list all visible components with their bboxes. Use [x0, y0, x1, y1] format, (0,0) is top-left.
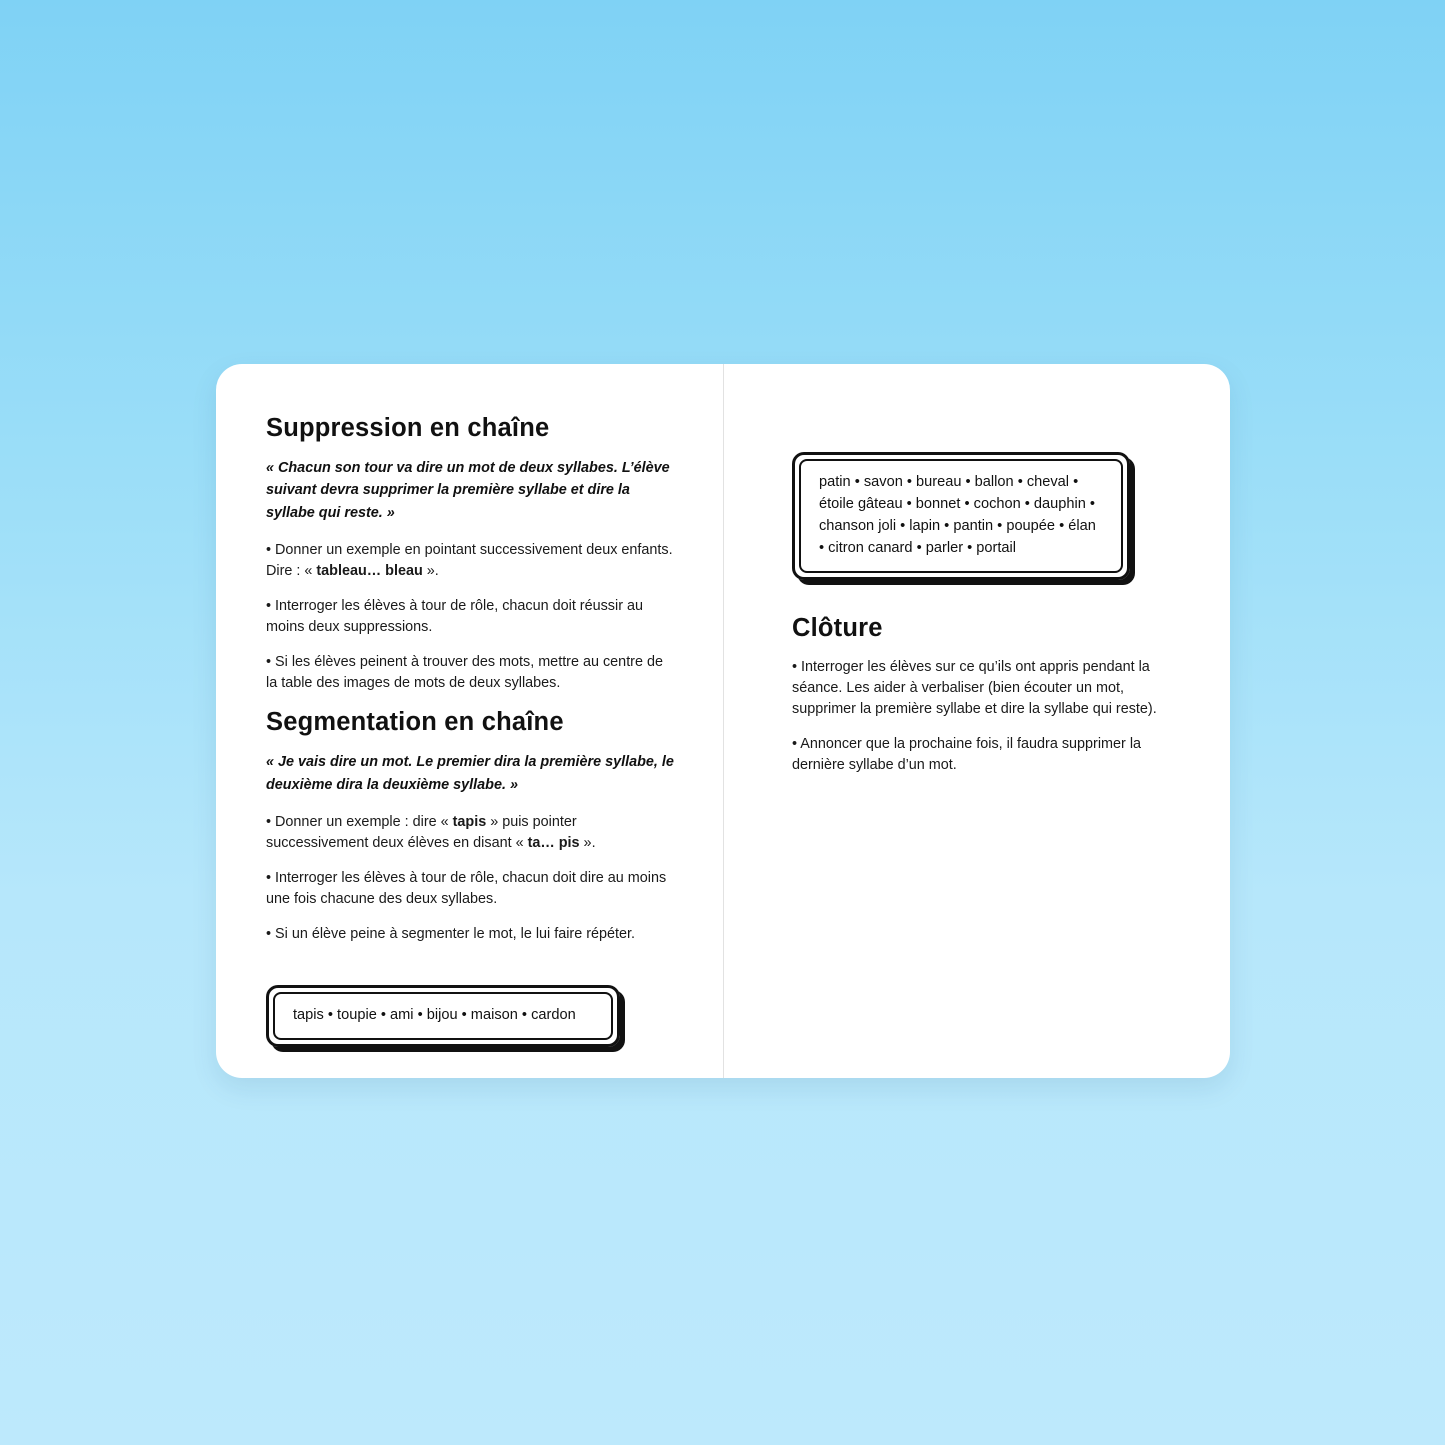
list-item: • Donner un exemple : dire « tapis » puis pointer successivement deux élèves en disant « ta… pis ». [266, 813, 596, 851]
book-spread [216, 364, 1230, 1078]
section-quote: « Je vais dire un mot. Le premier dira la première syllabe, le deuxième dira la deuxième syllabe. » [266, 754, 674, 793]
word-list-text: patin • savon • bureau • ballon • cheval • étoile gâteau • bonnet • cochon • dauphin • chanson joli • lapin • pantin • poupée • élan • citron canard • parler • portail [799, 459, 1123, 573]
page-left [216, 364, 723, 1078]
page-title: Suppression en chaîne [266, 414, 550, 442]
section-heading-cloture: Clôture [792, 613, 883, 642]
section-heading-segmentation: Segmentation en chaîne [266, 708, 564, 737]
word-list-box [792, 452, 1130, 580]
word-list-text: tapis • toupie • ami • bijou • maison • cardon [273, 992, 613, 1040]
list-item: • Annoncer que la prochaine fois, il faudra supprimer la dernière syllabe d’un mot. [792, 735, 1142, 773]
list-item: • Interroger les élèves à tour de rôle, chacun doit réussir au moins deux suppressions. [266, 598, 643, 636]
list-item: • Si un élève peine à segmenter le mot, le lui faire répéter. [266, 925, 636, 942]
list-item: • Si les élèves peinent à trouver des mots, mettre au centre de la table des images de mots de deux syllabes. [266, 654, 663, 692]
word-list-box [266, 985, 620, 1047]
list-item: • Interroger les élèves sur ce qu’ils ont appris pendant la séance. Les aider à verbaliser (bien écouter un mot, supprimer la première syllabe et dire la syllabe qui reste). [792, 658, 1157, 717]
list-item: • Interroger les élèves à tour de rôle, chacun doit dire au moins une fois chacune des deux syllabes. [266, 869, 667, 907]
list-item: • Donner un exemple en pointant successivement deux enfants. Dire : « tableau… bleau ». [266, 541, 673, 580]
page-right [723, 364, 1230, 1078]
section-quote: « Chacun son tour va dire un mot de deux syllabes. L’élève suivant devra supprimer la première syllabe et dire la syllabe qui reste. » [266, 460, 670, 521]
spacer [792, 414, 1184, 426]
